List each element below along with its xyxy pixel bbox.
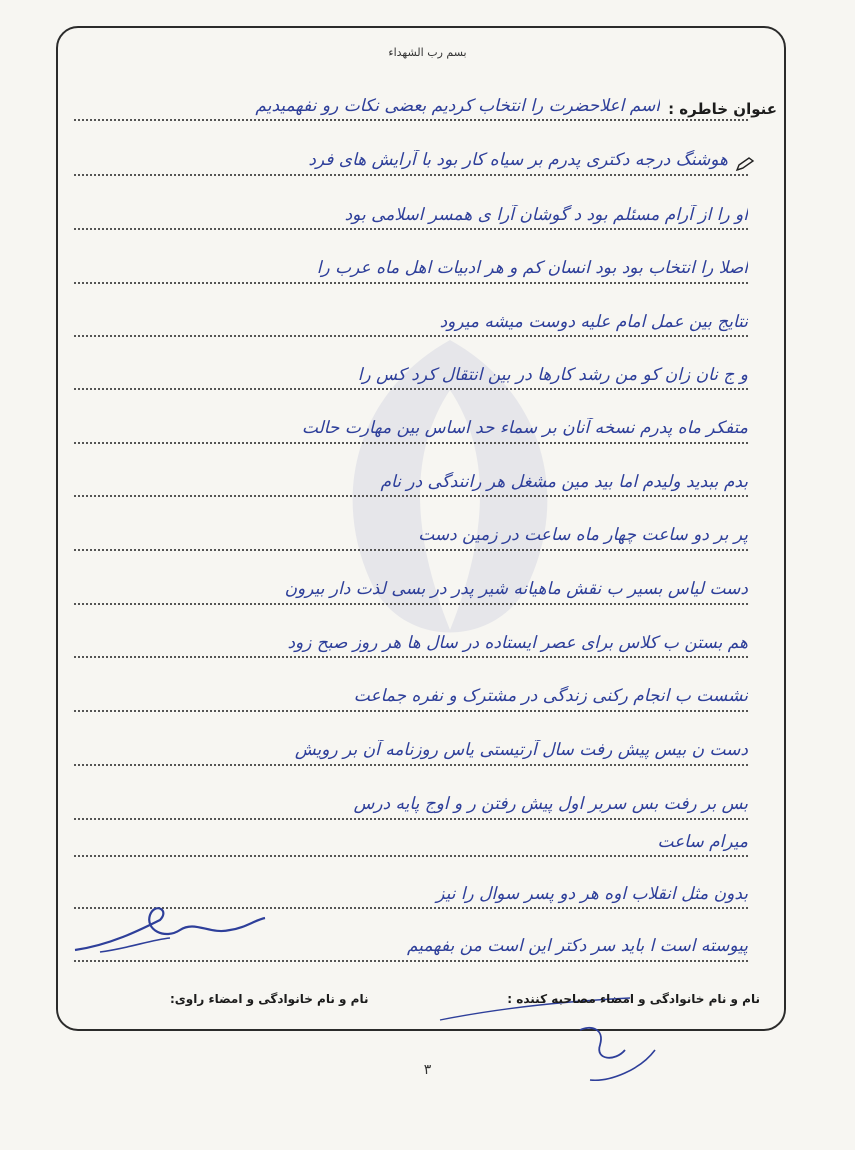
ruled-lines xyxy=(74,0,748,1150)
page-header-bismillah: بسم رب الشهداء xyxy=(388,46,467,59)
ruled-line xyxy=(74,174,748,176)
interviewer-signature-label: نام و نام خانوادگی و امضاء مصاحبه کننده : xyxy=(507,992,760,1006)
handwritten-line: هوشنگ درجه دکتری پدرم بر سیاه کار بود با آرایش های فرد xyxy=(308,150,728,170)
handwritten-line: دست ن بیس پیش رفت سال آرتیستی یاس روزنامه آن بر رویش xyxy=(294,740,748,760)
ruled-line xyxy=(74,549,748,551)
ruled-line xyxy=(74,656,748,658)
handwritten-line: پر بر دو ساعت چهار ماه ساعت در زمین دست xyxy=(418,525,748,545)
handwritten-line: متفکر ماه پدرم نسخه آنان بر سماء حد اساس بین مهارت حالت xyxy=(301,418,748,438)
handwritten-line: اصلا را انتخاب بود بود انسان کم و هر ادبیات اهل ماه عرب را xyxy=(316,258,748,278)
handwritten-line: بس بر رفت بس سربر اول پیش رفتن ر و اوج پایه درس xyxy=(353,794,748,814)
ruled-line xyxy=(74,764,748,766)
handwritten-line: نتایج بین عمل امام علیه دوست میشه میرود xyxy=(439,312,748,332)
handwritten-line: میرام ساعت xyxy=(657,832,748,852)
ruled-line xyxy=(74,818,748,820)
handwritten-line: پیوسته است ا باید سر دکتر این است من بفهمیم xyxy=(406,936,748,956)
handwritten-line: دست لیاس بسیر ب نقش ماهیانه شیر پدر در بسی لذت دار بیرون xyxy=(284,579,748,599)
handwritten-line: او را از آرام مسئلم بود د گوشان آرا ی همسر اسلامی بود xyxy=(344,205,748,225)
handwritten-line: هم بستن ب کلاس برای عصر ایستاده در سال ها هر روز صبح زود xyxy=(287,633,748,653)
handwritten-line: بدون مثل انقلاب اوه هر دو پسر سوال را نیز xyxy=(436,884,748,904)
pen-icon xyxy=(735,156,755,172)
memory-title-label: عنوان خاطره : xyxy=(668,100,777,118)
ruled-line xyxy=(74,855,748,857)
ruled-line xyxy=(74,495,748,497)
memory-title-handwritten: اسم اعلاحضرت را انتخاب کردیم بعضی نکات رو نفهمیدیم xyxy=(255,96,660,116)
narrator-signature-icon xyxy=(70,890,270,970)
handwritten-line: نشست ب انجام رکنی زندگی در مشترک و نفره جماعت xyxy=(353,686,748,706)
page-number: ۳ xyxy=(423,1062,432,1078)
ruled-line xyxy=(74,603,748,605)
ruled-line xyxy=(74,442,748,444)
handwritten-line: و ج نان زان کو من رشد کارها در بین انتقال کرد کس را xyxy=(357,365,748,385)
ruled-line xyxy=(74,710,748,712)
ruled-line xyxy=(74,388,748,390)
ruled-line xyxy=(74,119,748,121)
handwritten-line: بدم ببدید ولیدم اما بید مین مشغل هر رانندگی در نام xyxy=(380,472,748,492)
ruled-line xyxy=(74,335,748,337)
ruled-line xyxy=(74,228,748,230)
narrator-signature-label: نام و نام خانوادگی و امضاء راوی: xyxy=(170,992,369,1006)
ruled-line xyxy=(74,282,748,284)
